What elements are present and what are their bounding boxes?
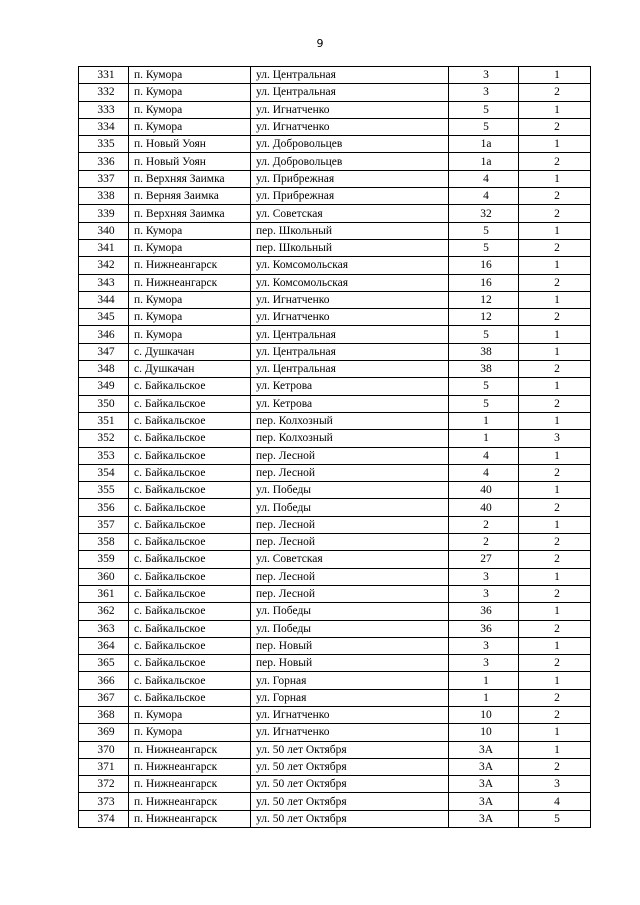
- address-table: [78, 66, 591, 828]
- table-row: [79, 585, 591, 602]
- settlement-cell: с. Байкальское: [129, 412, 251, 429]
- table-row: [79, 776, 591, 793]
- street-cell: ул. Центральная: [251, 67, 449, 84]
- row-number-cell: 352: [79, 430, 129, 447]
- house-number-cell: 3А: [449, 758, 519, 775]
- house-number-cell: 32: [449, 205, 519, 222]
- street-cell: ул. Игнатченко: [251, 724, 449, 741]
- apartment-number-cell: 2: [519, 205, 591, 222]
- house-number-cell: 38: [449, 361, 519, 378]
- street-cell: ул. Победы: [251, 620, 449, 637]
- street-cell: пер. Колхозный: [251, 412, 449, 429]
- apartment-number-cell: 1: [519, 603, 591, 620]
- street-cell: пер. Школьный: [251, 239, 449, 256]
- row-number-cell: 365: [79, 655, 129, 672]
- apartment-number-cell: 2: [519, 706, 591, 723]
- table-row: [79, 430, 591, 447]
- table-row: [79, 758, 591, 775]
- street-cell: ул. 50 лет Октября: [251, 741, 449, 758]
- row-number-cell: 355: [79, 482, 129, 499]
- settlement-cell: с. Душкачан: [129, 343, 251, 360]
- apartment-number-cell: 2: [519, 188, 591, 205]
- house-number-cell: 36: [449, 620, 519, 637]
- settlement-cell: п. Новый Уоян: [129, 153, 251, 170]
- settlement-cell: п. Кумора: [129, 222, 251, 239]
- apartment-number-cell: 2: [519, 551, 591, 568]
- apartment-number-cell: 4: [519, 793, 591, 810]
- house-number-cell: 5: [449, 239, 519, 256]
- row-number-cell: 371: [79, 758, 129, 775]
- house-number-cell: 3А: [449, 810, 519, 827]
- page-number: 9: [316, 37, 324, 50]
- house-number-cell: 4: [449, 170, 519, 187]
- house-number-cell: 5: [449, 395, 519, 412]
- apartment-number-cell: 2: [519, 534, 591, 551]
- row-number-cell: 337: [79, 170, 129, 187]
- house-number-cell: 1: [449, 430, 519, 447]
- house-number-cell: 5: [449, 118, 519, 135]
- table-row: [79, 603, 591, 620]
- table-row: [79, 516, 591, 533]
- row-number-cell: 347: [79, 343, 129, 360]
- table-row: [79, 724, 591, 741]
- table-row: [79, 810, 591, 827]
- row-number-cell: 370: [79, 741, 129, 758]
- row-number-cell: 345: [79, 309, 129, 326]
- house-number-cell: 3: [449, 84, 519, 101]
- table-row: [79, 672, 591, 689]
- house-number-cell: 3А: [449, 776, 519, 793]
- row-number-cell: 341: [79, 239, 129, 256]
- table-row: [79, 222, 591, 239]
- settlement-cell: с. Байкальское: [129, 620, 251, 637]
- house-number-cell: 3: [449, 637, 519, 654]
- street-cell: ул. Добровольцев: [251, 153, 449, 170]
- table-row: [79, 205, 591, 222]
- table-row: [79, 378, 591, 395]
- table-row: [79, 84, 591, 101]
- settlement-cell: п. Верхняя Заимка: [129, 170, 251, 187]
- street-cell: пер. Колхозный: [251, 430, 449, 447]
- table-row: [79, 291, 591, 308]
- table-row: [79, 568, 591, 585]
- street-cell: ул. Кетрова: [251, 395, 449, 412]
- row-number-cell: 350: [79, 395, 129, 412]
- table-row: [79, 706, 591, 723]
- table-row: [79, 534, 591, 551]
- apartment-number-cell: 1: [519, 482, 591, 499]
- apartment-number-cell: 2: [519, 274, 591, 291]
- settlement-cell: п. Нижнеангарск: [129, 758, 251, 775]
- row-number-cell: 335: [79, 136, 129, 153]
- settlement-cell: с. Байкальское: [129, 395, 251, 412]
- street-cell: ул. Добровольцев: [251, 136, 449, 153]
- street-cell: ул. Победы: [251, 603, 449, 620]
- table-row: [79, 118, 591, 135]
- table-row: [79, 153, 591, 170]
- house-number-cell: 3: [449, 67, 519, 84]
- row-number-cell: 349: [79, 378, 129, 395]
- house-number-cell: 3А: [449, 793, 519, 810]
- table-row: [79, 257, 591, 274]
- apartment-number-cell: 1: [519, 672, 591, 689]
- street-cell: ул. Победы: [251, 482, 449, 499]
- street-cell: пер. Школьный: [251, 222, 449, 239]
- settlement-cell: п. Кумора: [129, 309, 251, 326]
- house-number-cell: 5: [449, 326, 519, 343]
- apartment-number-cell: 1: [519, 343, 591, 360]
- settlement-cell: п. Новый Уоян: [129, 136, 251, 153]
- street-cell: ул. 50 лет Октября: [251, 776, 449, 793]
- apartment-number-cell: 1: [519, 568, 591, 585]
- row-number-cell: 354: [79, 464, 129, 481]
- settlement-cell: п. Кумора: [129, 118, 251, 135]
- apartment-number-cell: 1: [519, 447, 591, 464]
- apartment-number-cell: 2: [519, 395, 591, 412]
- street-cell: пер. Лесной: [251, 516, 449, 533]
- table-row: [79, 655, 591, 672]
- house-number-cell: 40: [449, 482, 519, 499]
- settlement-cell: с. Байкальское: [129, 499, 251, 516]
- apartment-number-cell: 2: [519, 84, 591, 101]
- apartment-number-cell: 1: [519, 412, 591, 429]
- house-number-cell: 1: [449, 672, 519, 689]
- apartment-number-cell: 3: [519, 430, 591, 447]
- settlement-cell: п. Нижнеангарск: [129, 793, 251, 810]
- street-cell: ул. Центральная: [251, 84, 449, 101]
- table-row: [79, 741, 591, 758]
- settlement-cell: п. Кумора: [129, 84, 251, 101]
- apartment-number-cell: 1: [519, 291, 591, 308]
- house-number-cell: 2: [449, 516, 519, 533]
- row-number-cell: 362: [79, 603, 129, 620]
- settlement-cell: п. Нижнеангарск: [129, 776, 251, 793]
- row-number-cell: 331: [79, 67, 129, 84]
- apartment-number-cell: 1: [519, 101, 591, 118]
- settlement-cell: п. Кумора: [129, 101, 251, 118]
- street-cell: пер. Лесной: [251, 585, 449, 602]
- apartment-number-cell: 1: [519, 724, 591, 741]
- settlement-cell: с. Байкальское: [129, 447, 251, 464]
- apartment-number-cell: 2: [519, 361, 591, 378]
- table-row: [79, 464, 591, 481]
- settlement-cell: с. Байкальское: [129, 568, 251, 585]
- street-cell: ул. Комсомольская: [251, 274, 449, 291]
- address-table-body: [79, 67, 591, 828]
- settlement-cell: с. Байкальское: [129, 378, 251, 395]
- street-cell: пер. Лесной: [251, 447, 449, 464]
- row-number-cell: 336: [79, 153, 129, 170]
- row-number-cell: 332: [79, 84, 129, 101]
- street-cell: ул. Игнатченко: [251, 309, 449, 326]
- settlement-cell: с. Байкальское: [129, 603, 251, 620]
- row-number-cell: 339: [79, 205, 129, 222]
- street-cell: ул. Игнатченко: [251, 291, 449, 308]
- settlement-cell: с. Байкальское: [129, 672, 251, 689]
- row-number-cell: 340: [79, 222, 129, 239]
- row-number-cell: 353: [79, 447, 129, 464]
- apartment-number-cell: 1: [519, 326, 591, 343]
- table-row: [79, 309, 591, 326]
- house-number-cell: 5: [449, 101, 519, 118]
- house-number-cell: 5: [449, 222, 519, 239]
- apartment-number-cell: 5: [519, 810, 591, 827]
- street-cell: ул. Центральная: [251, 326, 449, 343]
- apartment-number-cell: 3: [519, 776, 591, 793]
- settlement-cell: п. Нижнеангарск: [129, 274, 251, 291]
- street-cell: ул. Игнатченко: [251, 118, 449, 135]
- apartment-number-cell: 2: [519, 689, 591, 706]
- row-number-cell: 363: [79, 620, 129, 637]
- table-row: [79, 361, 591, 378]
- street-cell: ул. Комсомольская: [251, 257, 449, 274]
- settlement-cell: с. Байкальское: [129, 430, 251, 447]
- street-cell: ул. Советская: [251, 551, 449, 568]
- apartment-number-cell: 2: [519, 585, 591, 602]
- street-cell: ул. Горная: [251, 689, 449, 706]
- table-row: [79, 482, 591, 499]
- table-row: [79, 170, 591, 187]
- apartment-number-cell: 1: [519, 516, 591, 533]
- row-number-cell: 333: [79, 101, 129, 118]
- house-number-cell: 40: [449, 499, 519, 516]
- street-cell: ул. Горная: [251, 672, 449, 689]
- row-number-cell: 361: [79, 585, 129, 602]
- house-number-cell: 3А: [449, 741, 519, 758]
- settlement-cell: п. Нижнеангарск: [129, 810, 251, 827]
- apartment-number-cell: 1: [519, 378, 591, 395]
- street-cell: пер. Лесной: [251, 464, 449, 481]
- table-row: [79, 689, 591, 706]
- street-cell: пер. Новый: [251, 637, 449, 654]
- row-number-cell: 373: [79, 793, 129, 810]
- apartment-number-cell: 1: [519, 67, 591, 84]
- house-number-cell: 12: [449, 291, 519, 308]
- settlement-cell: с. Байкальское: [129, 655, 251, 672]
- house-number-cell: 4: [449, 188, 519, 205]
- street-cell: ул. Советская: [251, 205, 449, 222]
- street-cell: пер. Новый: [251, 655, 449, 672]
- street-cell: ул. 50 лет Октября: [251, 793, 449, 810]
- settlement-cell: с. Байкальское: [129, 551, 251, 568]
- row-number-cell: 372: [79, 776, 129, 793]
- table-row: [79, 67, 591, 84]
- apartment-number-cell: 2: [519, 655, 591, 672]
- street-cell: пер. Лесной: [251, 568, 449, 585]
- house-number-cell: 3: [449, 568, 519, 585]
- apartment-number-cell: 1: [519, 637, 591, 654]
- house-number-cell: 3: [449, 655, 519, 672]
- street-cell: пер. Лесной: [251, 534, 449, 551]
- row-number-cell: 342: [79, 257, 129, 274]
- house-number-cell: 2: [449, 534, 519, 551]
- house-number-cell: 12: [449, 309, 519, 326]
- table-row: [79, 412, 591, 429]
- settlement-cell: с. Байкальское: [129, 516, 251, 533]
- apartment-number-cell: 1: [519, 257, 591, 274]
- row-number-cell: 369: [79, 724, 129, 741]
- house-number-cell: 36: [449, 603, 519, 620]
- row-number-cell: 360: [79, 568, 129, 585]
- house-number-cell: 3: [449, 585, 519, 602]
- settlement-cell: п. Нижнеангарск: [129, 741, 251, 758]
- house-number-cell: 38: [449, 343, 519, 360]
- settlement-cell: с. Байкальское: [129, 482, 251, 499]
- table-row: [79, 101, 591, 118]
- street-cell: ул. Центральная: [251, 343, 449, 360]
- house-number-cell: 1: [449, 412, 519, 429]
- settlement-cell: п. Верхняя Заимка: [129, 205, 251, 222]
- apartment-number-cell: 1: [519, 170, 591, 187]
- apartment-number-cell: 1: [519, 222, 591, 239]
- apartment-number-cell: 2: [519, 464, 591, 481]
- table-row: [79, 637, 591, 654]
- apartment-number-cell: 2: [519, 309, 591, 326]
- row-number-cell: 351: [79, 412, 129, 429]
- settlement-cell: п. Кумора: [129, 291, 251, 308]
- house-number-cell: 10: [449, 724, 519, 741]
- settlement-cell: с. Байкальское: [129, 534, 251, 551]
- house-number-cell: 4: [449, 464, 519, 481]
- row-number-cell: 366: [79, 672, 129, 689]
- house-number-cell: 5: [449, 378, 519, 395]
- house-number-cell: 4: [449, 447, 519, 464]
- row-number-cell: 358: [79, 534, 129, 551]
- settlement-cell: п. Кумора: [129, 239, 251, 256]
- settlement-cell: п. Кумора: [129, 724, 251, 741]
- street-cell: ул. Кетрова: [251, 378, 449, 395]
- street-cell: ул. 50 лет Октября: [251, 758, 449, 775]
- apartment-number-cell: 2: [519, 758, 591, 775]
- table-row: [79, 551, 591, 568]
- street-cell: ул. 50 лет Октября: [251, 810, 449, 827]
- table-row: [79, 447, 591, 464]
- row-number-cell: 343: [79, 274, 129, 291]
- street-cell: ул. Прибрежная: [251, 170, 449, 187]
- apartment-number-cell: 2: [519, 620, 591, 637]
- settlement-cell: с. Байкальское: [129, 585, 251, 602]
- table-row: [79, 395, 591, 412]
- settlement-cell: п. Верняя Заимка: [129, 188, 251, 205]
- apartment-number-cell: 2: [519, 118, 591, 135]
- settlement-cell: п. Кумора: [129, 67, 251, 84]
- street-cell: ул. Игнатченко: [251, 101, 449, 118]
- settlement-cell: с. Душкачан: [129, 361, 251, 378]
- settlement-cell: п. Кумора: [129, 326, 251, 343]
- row-number-cell: 334: [79, 118, 129, 135]
- apartment-number-cell: 2: [519, 239, 591, 256]
- table-row: [79, 343, 591, 360]
- settlement-cell: с. Байкальское: [129, 464, 251, 481]
- row-number-cell: 359: [79, 551, 129, 568]
- table-row: [79, 136, 591, 153]
- house-number-cell: 27: [449, 551, 519, 568]
- table-row: [79, 620, 591, 637]
- settlement-cell: п. Кумора: [129, 706, 251, 723]
- apartment-number-cell: 2: [519, 153, 591, 170]
- apartment-number-cell: 2: [519, 499, 591, 516]
- row-number-cell: 364: [79, 637, 129, 654]
- row-number-cell: 357: [79, 516, 129, 533]
- street-cell: ул. Победы: [251, 499, 449, 516]
- table-row: [79, 188, 591, 205]
- street-cell: ул. Прибрежная: [251, 188, 449, 205]
- row-number-cell: 348: [79, 361, 129, 378]
- row-number-cell: 368: [79, 706, 129, 723]
- settlement-cell: п. Нижнеангарск: [129, 257, 251, 274]
- street-cell: ул. Центральная: [251, 361, 449, 378]
- table-row: [79, 239, 591, 256]
- house-number-cell: 10: [449, 706, 519, 723]
- row-number-cell: 367: [79, 689, 129, 706]
- apartment-number-cell: 1: [519, 741, 591, 758]
- street-cell: ул. Игнатченко: [251, 706, 449, 723]
- house-number-cell: 1а: [449, 136, 519, 153]
- table-row: [79, 499, 591, 516]
- row-number-cell: 356: [79, 499, 129, 516]
- house-number-cell: 1: [449, 689, 519, 706]
- house-number-cell: 1а: [449, 153, 519, 170]
- row-number-cell: 338: [79, 188, 129, 205]
- row-number-cell: 374: [79, 810, 129, 827]
- table-row: [79, 793, 591, 810]
- table-row: [79, 274, 591, 291]
- apartment-number-cell: 1: [519, 136, 591, 153]
- row-number-cell: 346: [79, 326, 129, 343]
- settlement-cell: с. Байкальское: [129, 689, 251, 706]
- table-row: [79, 326, 591, 343]
- row-number-cell: 344: [79, 291, 129, 308]
- house-number-cell: 16: [449, 274, 519, 291]
- house-number-cell: 16: [449, 257, 519, 274]
- settlement-cell: с. Байкальское: [129, 637, 251, 654]
